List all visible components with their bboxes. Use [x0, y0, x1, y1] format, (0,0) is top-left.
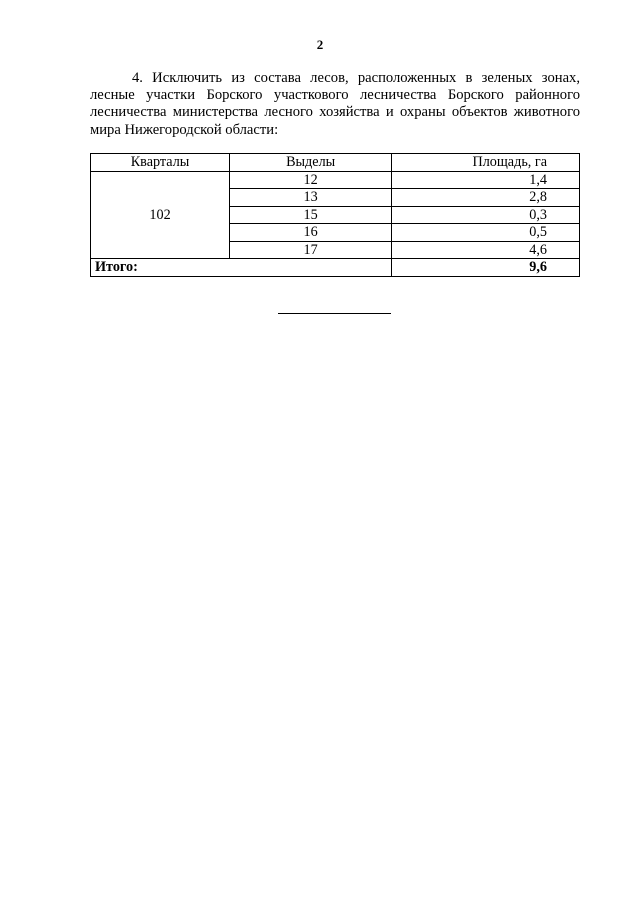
total-value: 9,6: [392, 259, 580, 277]
table-header-row: [91, 154, 580, 172]
plot-number: 16: [230, 224, 392, 242]
quarter-number: 102: [91, 171, 230, 259]
plot-area: 0,5: [392, 224, 580, 242]
table-row: [91, 171, 580, 189]
total-label: Итого:: [91, 259, 392, 277]
plot-number: 17: [230, 241, 392, 259]
header-area: Площадь, га: [392, 154, 580, 172]
forest-plots-table: [90, 153, 580, 277]
plot-number: 15: [230, 206, 392, 224]
table-total-row: [91, 259, 580, 277]
plot-area: 2,8: [392, 189, 580, 207]
page-number: 2: [316, 37, 324, 52]
plot-area: 4,6: [392, 241, 580, 259]
end-divider-line: [278, 313, 391, 314]
plot-number: 12: [230, 171, 392, 189]
header-plots: Выделы: [230, 154, 392, 172]
plot-area: 0,3: [392, 206, 580, 224]
plot-area: 1,4: [392, 171, 580, 189]
plot-number: 13: [230, 189, 392, 207]
header-quarters: Кварталы: [91, 154, 230, 172]
clause-4-text: 4. Исключить из состава лесов, расположенных в зеленых зонах, лесные участки Борского участкового лесничества Борского районного лесничества министерства лесного хозяйства и охраны объектов животного мира Нижегородской области:: [90, 70, 580, 138]
